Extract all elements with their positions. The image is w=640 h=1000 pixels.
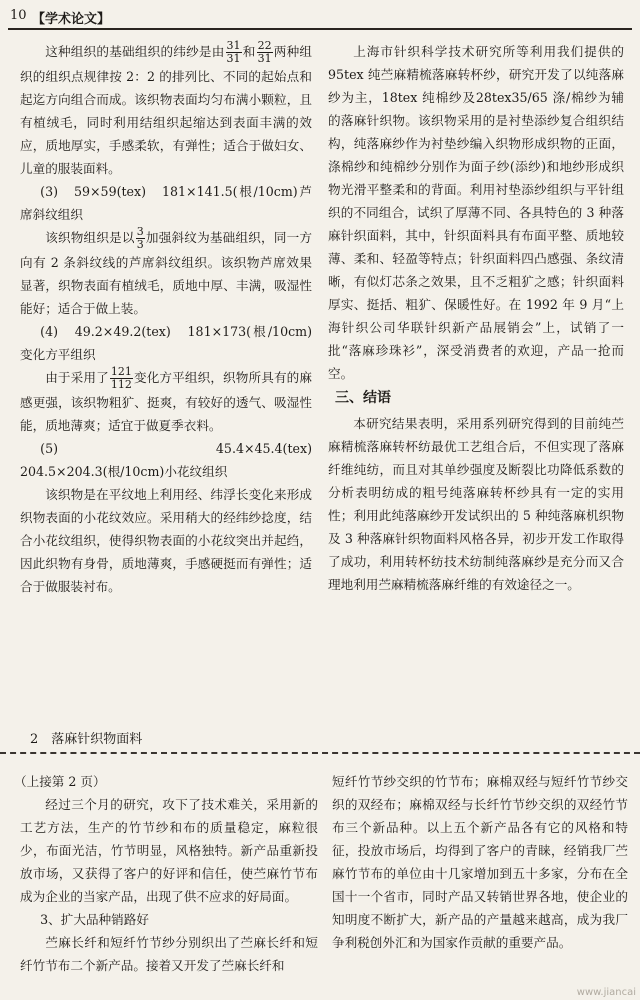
item-3-heading: (3) 59×59(tex) 181×141.5(根/10cm)芦席斜纹组织: [20, 184, 312, 222]
paragraph-weft-structure: 这种组织的基础组织的纬纱是由 $\frac{31}{31}$ 和 $\frac{22}{31}$ 两种组织的组织点规律按 2：2 的排列比、不同的起始点和起迄方向组合而成。该织物表面均匀布满小颗粒，且有植绒毛，同时利用结组织起缩达到表面丰满的效应，质地厚实，手感柔软，有弹性；适合于做妇女、儿童的服装面料。: [20, 39, 313, 176]
fraction-121-112: $\frac{121}{112}$: [110, 365, 132, 391]
item-4-heading: (4) 49.2×49.2(tex) 181×173(根/10cm)变化方平组织: [20, 324, 312, 362]
paragraph-new-products: 苎麻长纤和短纤竹节纱分别织出了苎麻长纤和短纤竹节布二个新产品。接着又开发了苎麻长纤和: [20, 935, 318, 973]
lower-left-column: [14, 770, 318, 977]
fraction-22-31: $\frac{22}{31}$: [257, 39, 272, 65]
paragraph-small-pattern: 该织物是在平纹地上利用经、纬浮长变化来形成织物表面的小花纹效应。采用稍大的经纬纱捻度，结合小花纹组织，使得织物表面的小花纹突出并起绉，因此织物有身骨，质地薄爽，手感硬挺而有弹性；适合于做服装衬布。: [20, 487, 312, 594]
fraction-3-3: $\frac{3}{3}$: [136, 225, 144, 251]
paragraph-conclusion: 本研究结果表明，采用系列研究得到的目前纯苎麻精梳落麻转杯纺最优工艺组合后，不但实现了落麻纤维纯纺，而且对其单纱强度及断裂比功降低系数的分析表明纺成的粗号纯落麻转杯纱具有一定的实用性；利用此纯落麻纱开发试织出的 5 种纯落麻机织物及 3 种落麻针织物面料风格各异，初步开发工作取得了成功，利用转杯纺技术纺制纯落麻纱是充分而又合理地利用苎麻精梳落麻纤维的有效途径之一。: [328, 416, 624, 592]
paragraph-knitted-fabric: 上海市针织科学技术研究所等利用我们提供的 95tex 纯苎麻精梳落麻转杯纱，研究开发了以纯落麻纱为主，18tex 纯棉纱及28tex35/65 涤/棉纱为辅的落麻针织物。该织物采用的是衬垫添纱复合组织结构，纯落麻纱作为衬垫纱编入织物形成织物的正面，涤棉纱和纯棉纱分别作为面子纱(添纱)和地纱形成织物光滑平整柔和的背面。利用衬垫添纱组织与平针组织的不同组合，试织了厚薄不同、各具特色的 3 种落麻针织面料，其中，针织面料具有布面平整、质地较薄、柔和、轻盈等特点；针织面料四凸感强、条纹清晰，有似灯芯条之效果，且不乏粗犷之感；针织面料厚实、挺括、粗犷、保暖性好。在 1992 年 9 月“上海针织公司华联针织新产品展销会”上，试销了一批“落麻珍珠衫”，深受消费者的欢迎，产品一抢而空。: [328, 44, 624, 381]
paragraph-market: 短纤竹节纱交织的竹节布；麻棉双经与短纤竹节纱交织的双经布；麻棉双经与长纤竹节纱交织的双经竹节布三个新品种。以上五个新产品各有它的风格和特征，投放市场后，均得到了客户的青睐，经销我厂苎麻竹节布的单位由十几家增加到五十多家，分布在全国十一个省市，同时产品又转销世界各地，使企业的知明度不断扩大，新产品的产量越来越高，成为我厂争利税创外汇和为国家作贡献的重要产品。: [332, 774, 628, 950]
watermark: www.jiancai: [576, 987, 636, 998]
item-5-heading: (5) 45.4×45.4(tex) 204.5×204.3(根/10cm)小花纹组织: [20, 441, 325, 479]
conclusion-heading: 三、结语: [335, 390, 391, 406]
fraction-31-31: $\frac{31}{31}$: [226, 39, 241, 65]
page-header: [8, 6, 632, 30]
paragraph-research-result: 经过三个月的研究，攻下了技术难关，采用新的工艺方法，生产的竹节纱和布的质量稳定，麻粒很少，布面光洁，竹节明显，风格独特。新产品重新投放市场，又获得了客户的好评和信任，使苎麻竹节布成为企业的当家产品，出现了供不应求的好局面。: [20, 797, 318, 904]
lower-right-column: [332, 770, 628, 954]
continued-note: （上接第 2 页）: [14, 774, 106, 789]
right-column: [328, 40, 624, 596]
page-number: 10: [10, 8, 27, 23]
left-column: [20, 39, 325, 598]
section-2-heading: 2 落麻针织物面料: [30, 732, 143, 747]
lower-heading: 3、扩大品种销路好: [40, 912, 149, 927]
dashed-divider: [0, 752, 640, 754]
section-label: 【学术论文】: [32, 12, 111, 27]
paragraph-basket-weave: 由于采用了 $\frac{121}{112}$ 变化方平组织，织物所具有的麻感更强，该织物粗犷、挺爽，有较好的透气、吸湿性能，质地薄爽；适宜于做夏季衣料。: [20, 365, 313, 433]
paragraph-reed-twill: 该织物组织是以 $\frac{3}{3}$ 加强斜纹为基础组织，同一方向有 2 条斜纹线的芦席斜纹组织。该织物芦席效果显著，织物表面有植绒毛，质地中厚、丰满，吸湿性能好；适合于做上装。: [20, 225, 313, 316]
